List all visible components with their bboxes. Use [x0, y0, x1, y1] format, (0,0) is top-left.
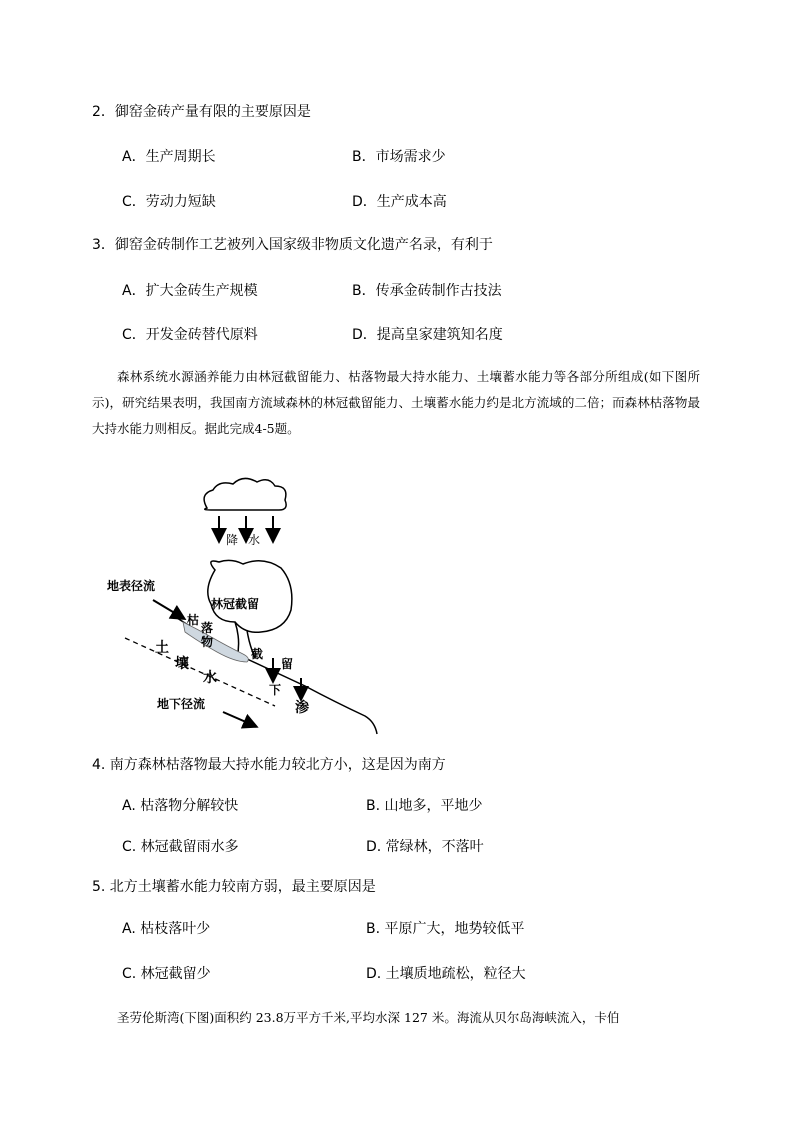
infiltration-label-1: 下 — [269, 683, 282, 697]
passage-forest-water-text: 森林系统水源涵养能力由林冠截留能力、枯落物最大持水能力、土壤蓄水能力等各部分所组成(如下图所示)，研究结果表明，我国南方流域森林的林冠截留能力、土壤蓄水能力约是北方流域的二倍；而森林枯落物最大持水能力则相反。据此完成4-5题。 — [92, 369, 700, 436]
q2-option-a: A．生产周期长 — [122, 149, 216, 165]
ground-runoff-arrow — [223, 712, 255, 726]
q5-option-b: B. 平原广大，地势较低平 — [366, 921, 525, 937]
q3-option-b: B．传承金砖制作古技法 — [352, 283, 502, 299]
litter-label-2: 落 — [201, 621, 214, 635]
passage-st-lawrence — [92, 1005, 700, 1031]
infiltration-label-2: 渗 — [295, 700, 309, 716]
q4-option-c: C. 林冠截留雨水多 — [122, 839, 239, 855]
question-3-stem: 3．御窑金砖制作工艺被列入国家级非物质文化遗产名录，有利于 — [92, 237, 493, 253]
q2-option-b: B．市场需求少 — [352, 149, 446, 165]
passage-forest-water — [92, 364, 700, 442]
q2-option-c: C．劳动力短缺 — [122, 194, 216, 210]
question-5-stem: 5. 北方土壤蓄水能力较南方弱，最主要原因是 — [92, 879, 376, 895]
question-4-stem: 4. 南方森林枯落物最大持水能力较北方小，这是因为南方 — [92, 757, 446, 773]
q3-option-c: C．开发金砖替代原料 — [122, 327, 258, 343]
question-2-stem: 2．御窑金砖产量有限的主要原因是 — [92, 104, 311, 120]
q4-option-b: B. 山地多，平地少 — [366, 798, 483, 814]
rain-label-2: 水 — [248, 533, 261, 547]
rain-label-1: 降 — [226, 533, 239, 547]
q5-option-a: A. 枯枝落叶少 — [122, 921, 211, 937]
passage-st-lawrence-text: 圣劳伦斯湾(下图)面积约 23.8万平方千米,平均水深 127 米。海流从贝尔岛海峡流入，卡伯 — [117, 1010, 620, 1025]
soil-label-3: 水 — [203, 670, 217, 686]
canopy-label: 林冠截留 — [211, 597, 260, 611]
q4-option-d: D. 常绿林，不落叶 — [366, 839, 484, 855]
q5-option-c: C. 林冠截留少 — [122, 966, 211, 982]
litter-label-1: 枯 — [187, 613, 200, 627]
q3-option-a: A．扩大金砖生产规模 — [122, 283, 258, 299]
ground-runoff-label: 地下径流 — [157, 697, 206, 711]
surface-runoff-label: 地表径流 — [107, 579, 156, 593]
surface-runoff-arrow — [153, 600, 183, 618]
soil-label-2: 壤 — [175, 656, 189, 672]
q5-option-d: D. 土壤质地疏松，粒径大 — [366, 966, 526, 982]
q4-option-a: A. 枯落物分解较快 — [122, 798, 239, 814]
cloud-icon — [204, 478, 286, 510]
soil-label-1: 土 — [155, 640, 169, 656]
litter-label-3: 物 — [201, 635, 214, 649]
q2-option-d: D．生产成本高 — [352, 194, 447, 210]
q3-option-d: D．提高皇家建筑知名度 — [352, 327, 503, 343]
forest-water-diagram — [95, 472, 395, 742]
intercept-label-1: 截 — [251, 647, 264, 661]
intercept-label-2: 留 — [281, 657, 294, 671]
